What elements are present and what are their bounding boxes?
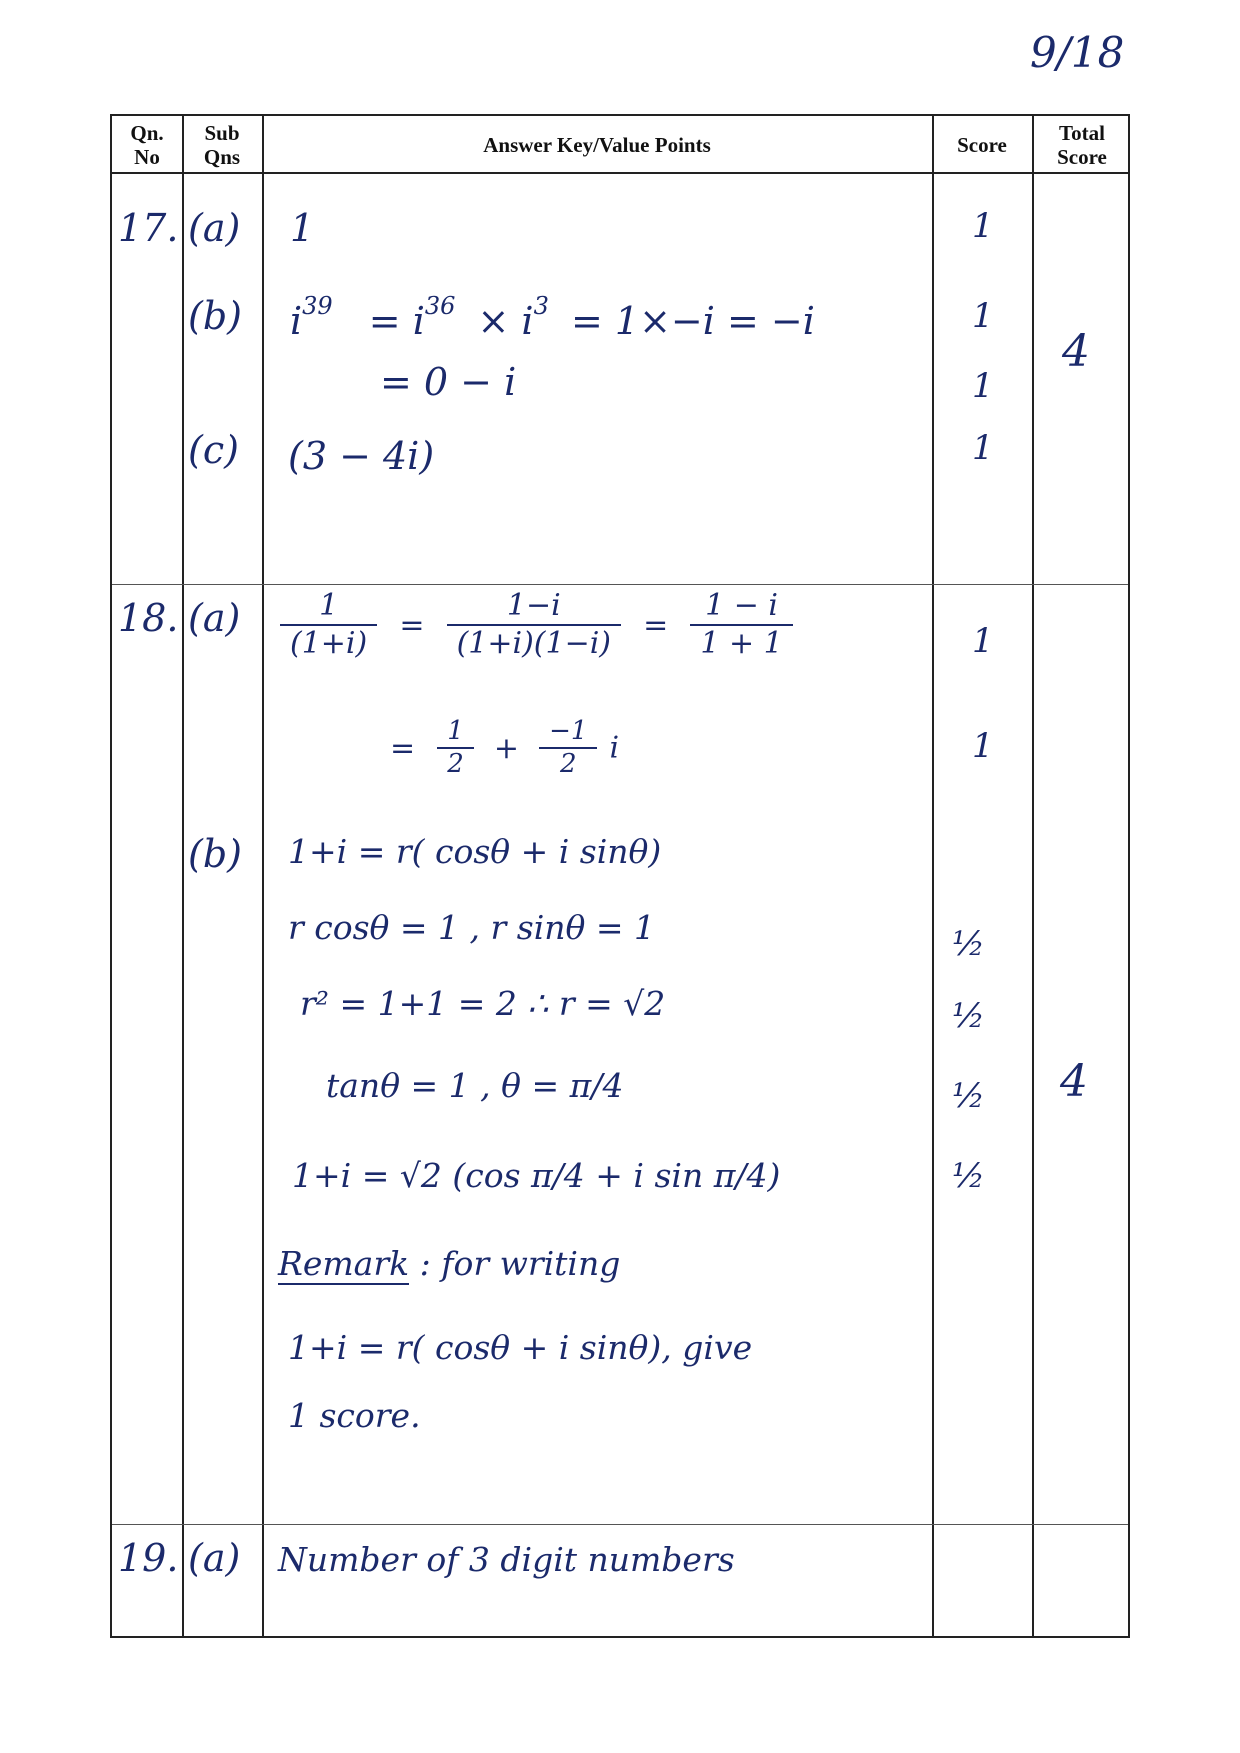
q18-number: 18. [118, 596, 179, 640]
q19-a-label: (a) [188, 1536, 241, 1580]
col-divider [182, 116, 184, 1636]
q18-remark-line3: 1 score. [288, 1396, 421, 1435]
q17-number: 17. [118, 206, 179, 250]
q18-total: 4 [1060, 1056, 1088, 1107]
q18-b-line4-score: ½ [952, 1076, 985, 1116]
q17-b-line1: $i^{39} = i^{36} \times i^3 = 1\times-i = -i$ [290, 292, 815, 343]
q18-a-line1-score: 1 [972, 621, 994, 661]
remark-label: Remark [278, 1244, 410, 1283]
q17-c-score: 1 [972, 428, 994, 468]
header-sub-qns: Sub Qns [203, 120, 241, 169]
q18-a-line2-score: 1 [972, 726, 994, 766]
q18-b-label: (b) [188, 832, 242, 876]
row-divider [112, 584, 1128, 585]
q18-b-line3-score: ½ [952, 996, 985, 1036]
q17-total: 4 [1062, 326, 1090, 377]
q18-b-line2-score: ½ [952, 924, 985, 964]
q17-a-answer: 1 [290, 206, 315, 250]
q18-a-line1: $\frac{1}{(1+i)}$ = $\frac{1-i}{(1+i)(1-i)}$ = $\frac{1 - i}{1 + 1}$ [280, 588, 793, 662]
header-qn-no: Qn. No [130, 120, 164, 169]
q17-b-label: (b) [188, 294, 242, 338]
q17-c-answer: (3 − 4i) [288, 434, 435, 478]
answer-key-table [110, 114, 1130, 1638]
q18-a-label: (a) [188, 596, 241, 640]
q17-a-label: (a) [188, 206, 241, 250]
row-divider [112, 1524, 1128, 1525]
q18-a-line2: = $\frac{1}{2}$ + $\frac{-1}{2}$ i [390, 716, 620, 780]
q18-b-line3: r² = 1+1 = 2 ∴ r = √2 [300, 984, 666, 1023]
q19-number: 19. [118, 1536, 179, 1580]
col-divider [262, 116, 264, 1636]
q17-b-line1-score: 1 [972, 296, 994, 336]
col-divider [1032, 116, 1034, 1636]
q17-a-score: 1 [972, 206, 994, 246]
q18-b-line4: tanθ = 1 , θ = π/4 [326, 1066, 624, 1105]
header-answer-key: Answer Key/Value Points [483, 132, 711, 157]
q18-remark-line1: Remark : for writing [278, 1244, 621, 1283]
col-divider [932, 116, 934, 1636]
q17-b-line2-score: 1 [972, 366, 994, 406]
q17-c-label: (c) [188, 428, 239, 472]
page-number: 9/18 [1030, 28, 1125, 77]
header-score: Score [957, 132, 1007, 157]
q19-a-text: Number of 3 digit numbers [278, 1540, 735, 1579]
q18-b-line5: 1+i = √2 (cos π/4 + i sin π/4) [292, 1156, 781, 1195]
q18-b-line5-score: ½ [952, 1156, 985, 1196]
header-total-score: Total Score [1057, 120, 1107, 169]
q17-b-line2: = 0 − i [380, 360, 517, 404]
q18-b-line2: r cosθ = 1 , r sinθ = 1 [288, 908, 656, 947]
q18-remark-line2: 1+i = r( cosθ + i sinθ), give [288, 1328, 753, 1367]
q18-b-line1: 1+i = r( cosθ + i sinθ) [288, 832, 662, 871]
